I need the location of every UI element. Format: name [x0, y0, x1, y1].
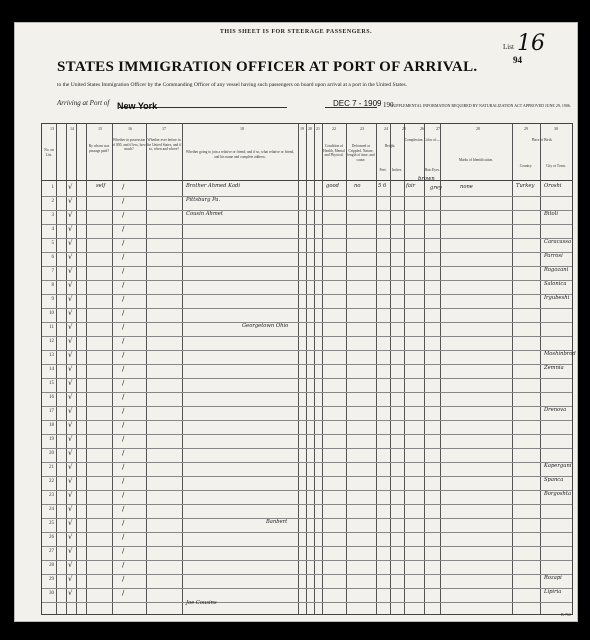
- row-number: 12: [49, 339, 54, 344]
- check-mark: √: [68, 547, 73, 555]
- check-mark: √: [68, 477, 73, 485]
- check-mark: √: [68, 393, 73, 401]
- cell-city: Kaperguni: [544, 463, 572, 469]
- check-mark: √: [68, 365, 73, 373]
- row-number: 25: [49, 521, 54, 526]
- col-num: 13: [50, 126, 54, 131]
- dash-mark: ∕: [122, 211, 125, 219]
- header-condition: Condition of Health, Mental and Physical.: [323, 144, 345, 157]
- col-num: 18: [240, 126, 244, 131]
- row-number: 27: [49, 549, 54, 554]
- check-mark: √: [68, 589, 73, 597]
- check-mark: √: [68, 463, 73, 471]
- header-inches: Inches.: [391, 168, 403, 172]
- check-mark: √: [68, 561, 73, 569]
- row-line: [42, 602, 572, 603]
- cell-city: Spanca: [544, 477, 564, 483]
- arriving-line: [57, 99, 377, 107]
- page-subtitle: to the United States Immigration Officer by the Commanding Officer of any vessel having such passengers on board upon arrival at a port in the United States.: [57, 82, 408, 88]
- dash-mark: ∕: [122, 589, 125, 597]
- list-number: 16: [517, 31, 545, 56]
- col-num: 23: [360, 126, 364, 131]
- cell-city: Lipiria: [544, 589, 562, 595]
- cell-height: 5 6: [378, 183, 387, 189]
- dash-mark: ∕: [122, 477, 125, 485]
- row-number: 7: [51, 269, 54, 274]
- header-hair: Hair.: [424, 168, 432, 172]
- cell-city: Caracassa: [544, 239, 572, 245]
- cell-marks: none: [460, 184, 473, 190]
- dash-mark: ∕: [122, 253, 125, 261]
- cell-joining: Pittsburg Pa.: [186, 197, 221, 203]
- col-num: 29: [524, 126, 528, 131]
- dash-mark: ∕: [122, 561, 125, 569]
- header-deformed: Deformed or Crippled. Nature, length of time, and cause.: [347, 144, 375, 162]
- check-mark: √: [68, 505, 73, 513]
- check-mark: √: [68, 309, 73, 317]
- cell-hair: brown: [418, 176, 435, 182]
- col-num: 21: [316, 126, 320, 131]
- header-joining: Whether going to join a relative or friend; and if so, what relative or friend, and his name and complete address.: [185, 150, 295, 159]
- dash-mark: ∕: [122, 365, 125, 373]
- row-number: 13: [49, 353, 54, 358]
- cell-joining: Cousin Ahmet: [186, 211, 223, 217]
- supplemental-note: SUPPLEMENTAL INFORMATION REQUIRED BY NATURALIZATION ACT APPROVED JUNE 29, 1906.: [391, 103, 571, 108]
- arriving-label: Arriving at Port of: [57, 99, 110, 107]
- manifest-sheet: [14, 22, 578, 622]
- header-country: Country.: [519, 164, 533, 168]
- arrival-date: DEC 7 - 1909: [333, 99, 382, 108]
- check-mark: √: [68, 225, 73, 233]
- header-passage: By whom was passage paid?: [88, 144, 110, 153]
- row-number: 29: [49, 577, 54, 582]
- row-number: 20: [49, 451, 54, 456]
- row-number: 15: [49, 381, 54, 386]
- page-number: 94: [513, 55, 522, 65]
- cell-complexion: fair: [406, 183, 416, 189]
- cell-condition: good: [326, 183, 339, 189]
- col-num: 19: [300, 126, 304, 131]
- dash-mark: ∕: [122, 575, 125, 583]
- dash-mark: ∕: [122, 309, 125, 317]
- dash-mark: ∕: [122, 533, 125, 541]
- row-number: 9: [51, 297, 54, 302]
- cell-joining: Georgetown Ohio: [242, 323, 289, 329]
- col-num: 17: [162, 126, 166, 131]
- col-num: 15: [98, 126, 102, 131]
- row-number: 10: [49, 311, 54, 316]
- cell-city: Salonica: [544, 281, 567, 287]
- dash-mark: ∕: [122, 421, 125, 429]
- dash-mark: ∕: [122, 183, 125, 191]
- col-num: 20: [308, 126, 312, 131]
- manifest-table: [41, 123, 576, 615]
- check-mark: √: [68, 197, 73, 205]
- row-number: 19: [49, 437, 54, 442]
- check-mark: √: [68, 575, 73, 583]
- row-number: 2: [51, 199, 54, 204]
- dash-mark: ∕: [122, 435, 125, 443]
- header-previously: Whether ever before in the United States, and if so, when and where?: [146, 138, 182, 151]
- check-mark: √: [68, 379, 73, 387]
- header-complexion: Complexion.: [404, 138, 424, 142]
- check-mark: √: [68, 239, 73, 247]
- check-mark: √: [68, 491, 73, 499]
- cell-city: Rogozani: [544, 267, 569, 273]
- cell-city: Borgoshta: [544, 491, 572, 497]
- year-suffix: 190: [383, 101, 394, 109]
- check-mark: √: [68, 253, 73, 261]
- row-number: 6: [51, 255, 54, 260]
- row-number: 14: [49, 367, 54, 372]
- check-mark: √: [68, 519, 73, 527]
- check-mark: √: [68, 533, 73, 541]
- row-number: 11: [49, 325, 54, 330]
- header-eyes: Eyes.: [432, 168, 440, 172]
- row-number: 16: [49, 395, 54, 400]
- header-birthplace: Place of Birth.: [531, 138, 553, 142]
- dash-mark: ∕: [122, 449, 125, 457]
- col-num: 27: [436, 126, 440, 131]
- header-height: Height.: [384, 144, 396, 148]
- header-city: City or Town.: [546, 164, 566, 168]
- dash-mark: ∕: [122, 393, 125, 401]
- dash-mark: ∕: [122, 267, 125, 275]
- cell-city: Oroshi: [544, 183, 562, 189]
- dash-mark: ∕: [122, 225, 125, 233]
- dash-mark: ∕: [122, 295, 125, 303]
- header-marks: Marks of Identification.: [458, 158, 494, 162]
- row-number: 26: [49, 535, 54, 540]
- row-number: 4: [51, 227, 54, 232]
- dash-mark: ∕: [122, 547, 125, 555]
- check-mark: √: [68, 407, 73, 415]
- page-title: STATES IMMIGRATION OFFICER AT PORT OF ARRIVAL.: [57, 59, 478, 75]
- cell-city: Parrosi: [544, 253, 563, 259]
- row-number: 3: [51, 213, 54, 218]
- cell-joining: Banbert: [266, 519, 288, 525]
- row-number: 24: [49, 507, 54, 512]
- check-mark: √: [68, 351, 73, 359]
- dash-mark: ∕: [122, 505, 125, 513]
- dash-mark: ∕: [122, 463, 125, 471]
- col-num: 22: [332, 126, 336, 131]
- cell-city: Zemnia: [544, 365, 564, 371]
- check-mark: √: [68, 449, 73, 457]
- row-number: 23: [49, 493, 54, 498]
- row-number: 8: [51, 283, 54, 288]
- cell-deformed: no: [354, 183, 361, 189]
- col-num: 26: [420, 126, 424, 131]
- cell-city: Moshinbrod: [544, 351, 576, 357]
- dash-mark: ∕: [122, 491, 125, 499]
- dash-mark: ∕: [122, 407, 125, 415]
- form-code: B-760: [561, 612, 571, 617]
- col-num: 28: [476, 126, 480, 131]
- check-mark: √: [68, 281, 73, 289]
- cell-joining: Brother Ahmed Kadi: [186, 183, 241, 189]
- dash-mark: ∕: [122, 239, 125, 247]
- cell-country: Turkey: [516, 183, 535, 189]
- header-feet: Feet.: [379, 168, 387, 172]
- dash-mark: ∕: [122, 519, 125, 527]
- check-mark: √: [68, 267, 73, 275]
- header-color-of: Color of—: [424, 138, 440, 142]
- list-label: List: [503, 43, 514, 51]
- cell-city: Drenova: [544, 407, 567, 413]
- row-number: 1: [51, 185, 54, 190]
- header-no-on-list: No. on List.: [44, 148, 54, 157]
- col-num: 30: [554, 126, 558, 131]
- dash-mark: ∕: [122, 323, 125, 331]
- check-mark: √: [68, 295, 73, 303]
- row-number: 5: [51, 241, 54, 246]
- dash-mark: ∕: [122, 281, 125, 289]
- dash-mark: ∕: [122, 351, 125, 359]
- row-number: 30: [49, 591, 54, 596]
- check-mark: √: [68, 183, 73, 191]
- row-number: 22: [49, 479, 54, 484]
- check-mark: √: [68, 323, 73, 331]
- col-num: 16: [128, 126, 132, 131]
- row-number: 28: [49, 563, 54, 568]
- check-mark: √: [68, 211, 73, 219]
- dash-mark: ∕: [122, 337, 125, 345]
- check-mark: √: [68, 337, 73, 345]
- sheet-top-note: THIS SHEET IS FOR STEERAGE PASSENGERS.: [219, 29, 373, 35]
- cell-passage: self: [96, 183, 106, 189]
- col-num: 24: [384, 126, 388, 131]
- header-money: Whether in possession of $50, and if less, how much?: [112, 138, 146, 151]
- check-mark: √: [68, 421, 73, 429]
- dash-mark: ∕: [122, 379, 125, 387]
- row-number: 21: [49, 465, 54, 470]
- row-number: 18: [49, 423, 54, 428]
- cell-eyes: grey: [430, 185, 442, 191]
- col-num: 25: [402, 126, 406, 131]
- dash-mark: ∕: [122, 197, 125, 205]
- check-mark: √: [68, 435, 73, 443]
- cell-city: Irgubeshi: [544, 295, 570, 301]
- cell-joining: Joe Cousins: [186, 600, 217, 606]
- cell-city: Bitoli: [544, 211, 558, 217]
- row-number: 17: [49, 409, 54, 414]
- port-value: New York: [117, 101, 158, 111]
- col-num: 14: [70, 126, 74, 131]
- cell-city: Rozapi: [544, 575, 562, 581]
